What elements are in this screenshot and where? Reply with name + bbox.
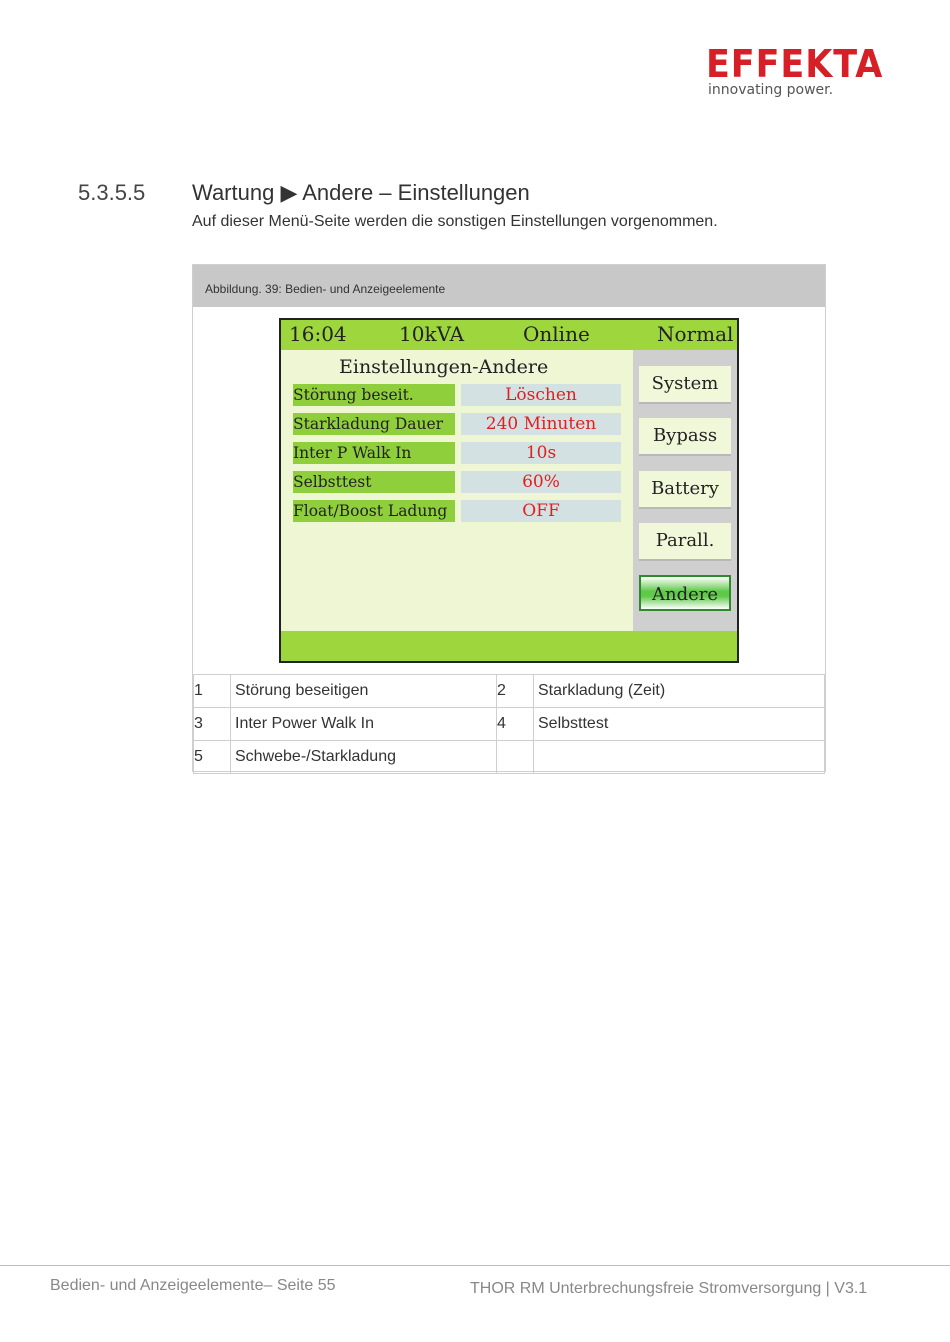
legend-number: 5 [194,741,231,774]
legend-text [534,741,825,774]
logo-wordmark: EFFEKTA [706,42,884,86]
setting-value-boost-duration[interactable]: 240 Minuten [461,413,621,435]
table-row [194,675,825,708]
section-intro: Auf dieser Menü-Seite werden die sonstigen Einstellungen vorgenommen. [192,213,718,230]
menu-button-bypass[interactable]: Bypass [639,418,731,456]
table-row [194,741,825,774]
footer-document-title: THOR RM Unterbrechungsfreie Stromversorgung | V3.1 [470,1280,868,1297]
lcd-screen [279,318,739,663]
figure [192,264,826,772]
footer-page-info: Bedien- und Anzeigeelemente– Seite 55 [50,1277,336,1294]
legend-number: 4 [497,708,534,741]
setting-value-walk-in[interactable]: 10s [461,442,621,464]
setting-value-float-boost[interactable]: OFF [461,500,621,522]
status-bar [281,320,737,350]
setting-value-fault-clear[interactable]: Löschen [461,384,621,406]
legend-number: 3 [194,708,231,741]
clock: 16:04 [289,322,347,346]
legend-number: 1 [194,675,231,708]
section-number: 5.3.5.5 [78,180,146,205]
setting-value-self-test[interactable]: 60% [461,471,621,493]
legend-text: Schwebe-/Starkladung [231,741,497,774]
figure-caption: Abbildung. 39: Bedien- und Anzeigeelemente [193,265,825,307]
legend-text: Inter Power Walk In [231,708,497,741]
section-title: Wartung ▶ Andere – Einstellungen [192,180,530,205]
effekta-logo [706,44,886,98]
setting-label-walk-in: Inter P Walk In [293,442,455,464]
legend-text: Starkladung (Zeit) [534,675,825,708]
bottom-bar [281,631,737,661]
legend-table [193,674,825,774]
operating-mode: Normal [657,322,734,346]
online-status: Online [523,322,590,346]
menu-button-battery[interactable]: Battery [639,471,731,509]
menu-button-system[interactable]: System [639,366,731,404]
legend-text: Störung beseitigen [231,675,497,708]
menu-button-parallel[interactable]: Parall. [639,523,731,561]
logo-tagline: innovating power. [708,82,834,98]
screen-title: Einstellungen-Andere [339,356,549,378]
footer-divider [0,1265,950,1266]
setting-label-fault-clear: Störung beseit. [293,384,455,406]
legend-number [497,741,534,774]
legend-text: Selbsttest [534,708,825,741]
menu-button-andere[interactable]: Andere [639,575,731,611]
table-row [194,708,825,741]
setting-label-boost-duration: Starkladung Dauer [293,413,455,435]
legend-number: 2 [497,675,534,708]
power-rating: 10kVA [399,322,465,346]
setting-label-self-test: Selbsttest [293,471,455,493]
setting-label-float-boost: Float/Boost Ladung [293,500,455,522]
